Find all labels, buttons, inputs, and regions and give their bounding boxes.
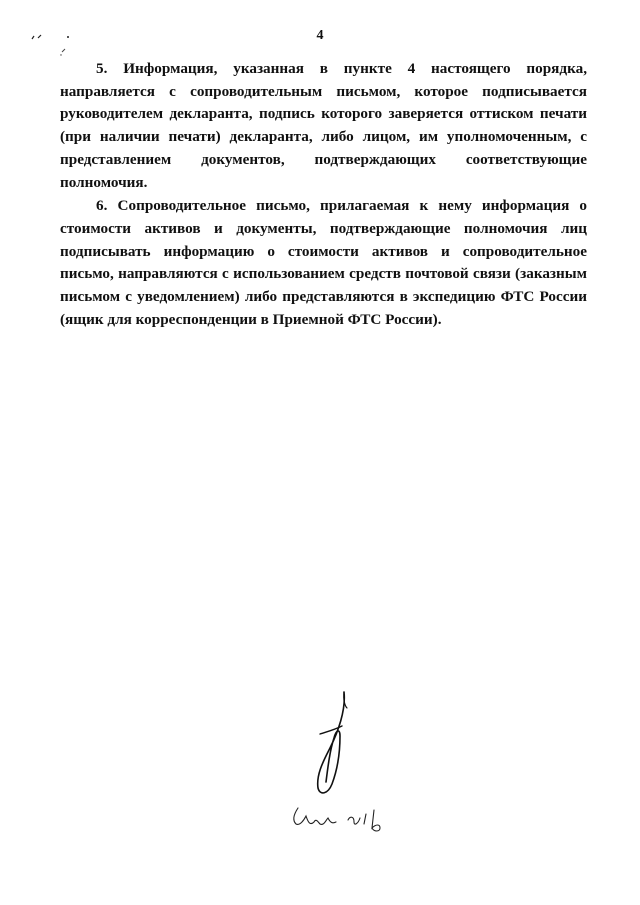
page-number: 4	[316, 28, 324, 43]
handwritten-signature-icon	[300, 690, 360, 800]
handwritten-initials-icon	[284, 800, 394, 840]
paragraph-6: 6. Сопроводительное письмо, прилагаемая к нему информация о стоимости активов и документы, подтверждающие полномочия лиц подписывать информацию о стоимости активов и сопроводительное письмо, направляются с использованием средств почтовой связи (заказным письмом с уведомлением) либо представляются в экспедицию ФТС России (ящик для корреспонденции в Приемной ФТС России).	[60, 197, 587, 328]
paragraph-5: 5. Информация, указанная в пункте 4 настоящего порядка, направляется с сопроводительным письмом, которое подписывается руководителем декларанта, подпись которого заверяется оттиском печати (при наличии печати) декларанта, либо лицом, им уполномоченным, с представлением документов, подтверждающих соответствующие полномочия.	[60, 60, 587, 191]
document-body	[60, 58, 587, 331]
